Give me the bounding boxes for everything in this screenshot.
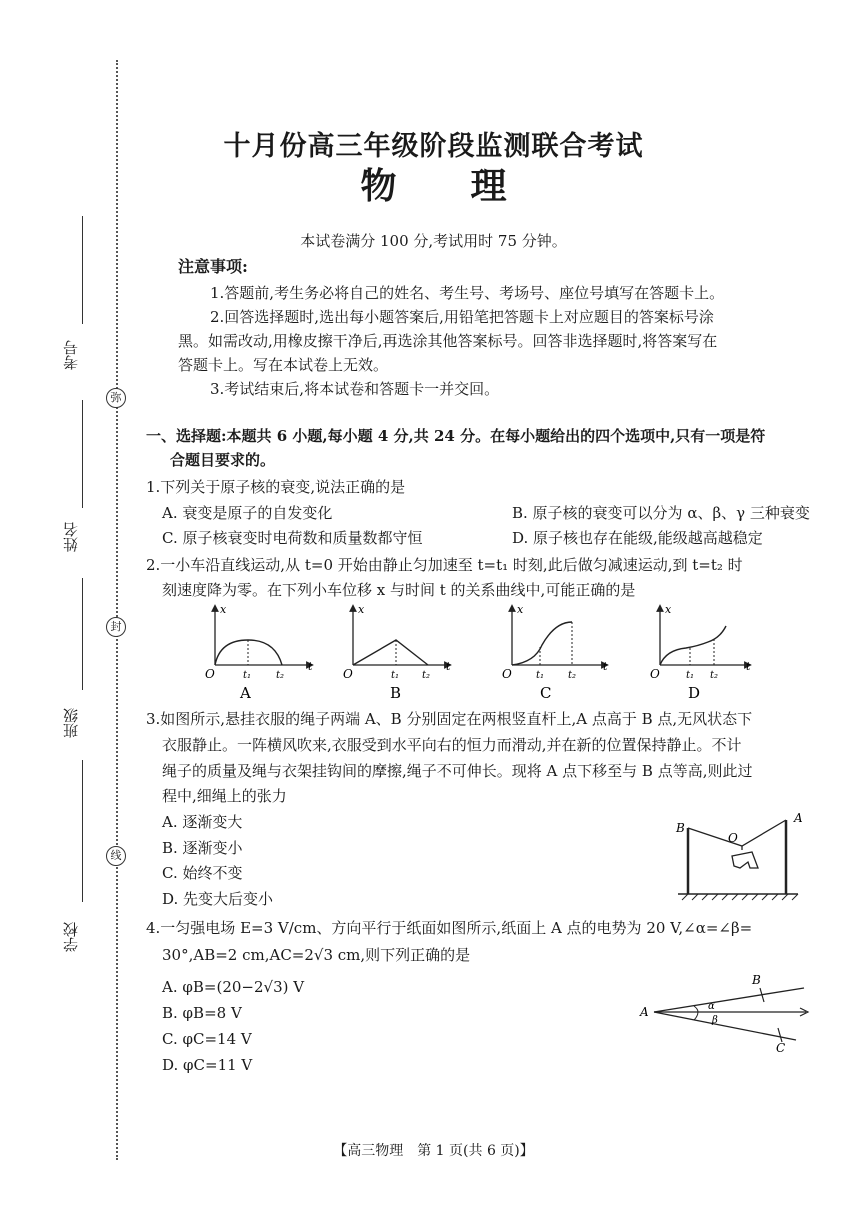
q2b-y-axis: x [358,603,365,616]
section1-heading-line1: 一、选择题:本题共 6 小题,每小题 4 分,共 24 分。在每小题给出的四个选项中,只有一项是符 [146,427,766,445]
binding-dotted-line [116,60,118,1160]
subject-char-1: 物 [360,165,397,207]
q2d-origin: O [650,667,660,681]
exam-title: 十月份高三年级阶段监测联合考试 [223,131,644,162]
q2-stem-line1: 2.一小车沿直线运动,从 t=0 开始由静止匀加速至 t=t₁ 时刻,此后做匀减速运动,到 t=t₂ 时 [146,556,743,574]
q2-graph-b-label: B [390,684,402,702]
school-blank [82,760,83,902]
q2d-x-axis: t [746,660,751,673]
seal-mark-2: 封 [106,617,126,637]
q2a-x-axis: t [308,660,313,673]
q3-stem-line3: 绳子的质量及绳与衣架挂钩间的摩擦,绳子不可伸长。现将 A 点下移至与 B 点等高,则此过 [162,762,753,780]
q3-stem-line2: 衣服静止。一阵横风吹来,衣服受到水平向右的恒力而滑动,并在新的位置保持静止。不计 [162,736,742,754]
q4-label-c: C [776,1041,786,1055]
seal-mark-3: 线 [106,846,126,866]
notes-heading: 注意事项: [178,257,248,276]
q3-option-a: A. 逐渐变大 [162,813,243,831]
q1-option-c: C. 原子核衰变时电荷数和质量数都守恒 [162,529,423,547]
q2-graphs [200,600,751,705]
q4-option-d: D. φC=11 V [162,1056,253,1074]
q2-stem-line2: 刻速度降为零。在下列小车位移 x 与时间 t 的关系曲线中,可能正确的是 [162,581,636,599]
q2b-t1: t₁ [391,670,400,681]
q2-graph-c [502,603,608,702]
class-blank [82,578,83,690]
q3-label-a: A [794,811,803,825]
exam-info: 本试卷满分 100 分,考试用时 75 分钟。 [300,232,567,250]
q4-stem-line2: 30°,AB=2 cm,AC=2√3 cm,则下列正确的是 [162,946,471,964]
q2b-t2: t₂ [422,670,431,681]
q2-graph-b [343,603,451,702]
q4-option-a: A. φB=(20−2√3) V [162,978,305,996]
q4-option-b: B. φB=8 V [162,1004,242,1022]
q2c-t1: t₁ [536,670,545,681]
subject-char-2: 理 [470,165,507,207]
q2a-y-axis: x [220,603,227,616]
q4-stem-line1: 4.一匀强电场 E=3 V/cm、方向平行于纸面如图所示,纸面上 A 点的电势为 20 V,∠α=∠β= [146,919,753,937]
q3-option-d: D. 先变大后变小 [162,890,274,908]
q4-label-a: A [640,1005,649,1019]
q4-label-beta: β [712,1015,718,1026]
notes-line-5: 3.考试结束后,将本试卷和答题卡一并交回。 [210,380,500,398]
q2a-t2: t₂ [276,670,285,681]
q3-option-b: B. 逐渐变小 [162,839,243,857]
q4-label-b: B [752,973,761,987]
q2b-x-axis: t [446,660,451,673]
q2d-t2: t₂ [710,670,719,681]
q3-label-b: B [676,821,685,835]
q2-graph-c-label: C [540,684,552,702]
q1-option-d: D. 原子核也存在能级,能级越高越稳定 [512,529,763,547]
school-label: 学校 [62,922,80,952]
notes-line-2: 2.回答选择题时,选出每小题答案后,用铅笔把答题卡上对应题目的答案标号涂 [210,308,714,326]
q4-figure [636,968,816,1058]
q2c-y-axis: x [517,603,524,616]
q2c-x-axis: t [603,660,608,673]
q1-option-a: A. 衰变是原子的自发变化 [162,504,333,522]
exam-no-label: 考号 [62,340,80,370]
q3-stem-line4: 程中,细绳上的张力 [162,787,287,805]
section1-heading-line2: 合题目要求的。 [170,451,276,469]
q2-graph-a [205,603,313,702]
name-label: 姓名 [62,522,80,552]
q2-graph-d [650,603,751,702]
q2a-t1: t₁ [243,670,252,681]
name-blank [82,400,83,508]
q1-stem: 1.下列关于原子核的衰变,说法正确的是 [146,478,406,496]
q4-label-alpha: α [708,1001,715,1012]
q2a-origin: O [205,667,215,681]
class-label: 班级 [62,708,80,738]
q3-option-c: C. 始终不变 [162,864,243,882]
q3-stem-line1: 3.如图所示,悬挂衣服的绳子两端 A、B 分别固定在两根竖直杆上,A 点高于 B 点,无风状态下 [146,710,753,728]
notes-line-4: 答题卡上。写在本试卷上无效。 [178,356,389,374]
q2d-y-axis: x [665,603,672,616]
q3-label-o: O [728,831,738,845]
q1-option-b: B. 原子核的衰变可以分为 α、β、γ 三种衰变 [512,504,810,522]
q2-graph-a-label: A [240,684,251,702]
q2d-t1: t₁ [686,670,695,681]
subject-title [0,158,867,209]
q2-graph-d-label: D [688,684,701,702]
notes-line-1: 1.答题前,考生务必将自己的姓名、考生号、考场号、座位号填写在答题卡上。 [210,284,725,302]
q2c-t2: t₂ [568,670,577,681]
q4-option-c: C. φC=14 V [162,1030,252,1048]
page-footer: 【高三物理 第 1 页(共 6 页)】 [333,1143,534,1159]
q2b-origin: O [343,667,353,681]
notes-line-3: 黑。如需改动,用橡皮擦干净后,再选涂其他答案标号。回答非选择题时,将答案写在 [178,332,718,350]
q2c-origin: O [502,667,512,681]
seal-mark-1: 弥 [106,388,126,408]
q3-figure [668,808,818,908]
